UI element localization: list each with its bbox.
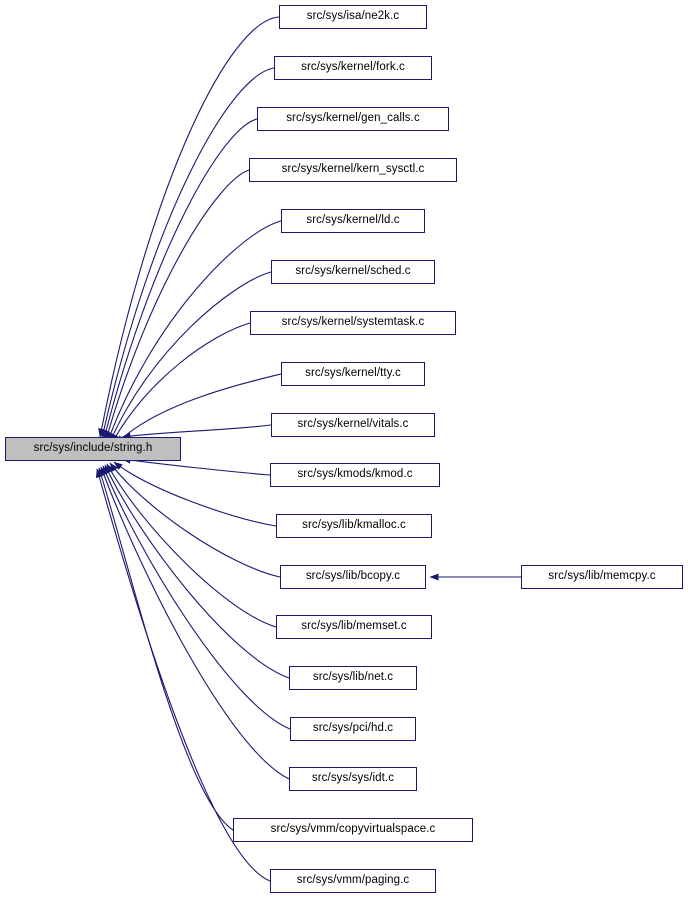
node-src-sys-lib-bcopy-c[interactable]: src/sys/lib/bcopy.c [280, 565, 426, 589]
edge-hd [103, 466, 290, 729]
edge-kmalloc [114, 462, 276, 526]
node-src-sys-isa-ne2k-c[interactable]: src/sys/isa/ne2k.c [279, 5, 427, 29]
edge-kmod [122, 459, 270, 475]
node-src-sys-lib-net-c[interactable]: src/sys/lib/net.c [289, 666, 417, 690]
edge-sched [110, 272, 271, 442]
node-src-sys-pci-hd-c[interactable]: src/sys/pci/hd.c [290, 717, 416, 741]
node-src-sys-vmm-paging-c[interactable]: src/sys/vmm/paging.c [270, 869, 436, 893]
node-src-sys-kernel-tty-c[interactable]: src/sys/kernel/tty.c [281, 362, 425, 386]
node-src-sys-kernel-vitals-c[interactable]: src/sys/kernel/vitals.c [271, 413, 435, 437]
edge-ne2k [100, 17, 279, 437]
node-src-sys-kernel-ld-c[interactable]: src/sys/kernel/ld.c [281, 209, 425, 233]
node-src-sys-kernel-sched-c[interactable]: src/sys/kernel/sched.c [271, 260, 435, 284]
edge-tty [116, 374, 281, 444]
edge-vitals [122, 425, 271, 437]
node-src-sys-vmm-copyvirtualspace-c[interactable]: src/sys/vmm/copyvirtualspace.c [233, 818, 473, 842]
node-src-sys-kernel-fork-c[interactable]: src/sys/kernel/fork.c [274, 56, 432, 80]
node-src-sys-include-string-h[interactable]: src/sys/include/string.h [5, 437, 181, 461]
node-src-sys-lib-memcpy-c[interactable]: src/sys/lib/memcpy.c [521, 565, 683, 589]
node-src-sys-kernel-kern-sysctl-c[interactable]: src/sys/kernel/kern_sysctl.c [249, 158, 457, 182]
edge-copyvirtualspace [99, 468, 233, 830]
node-src-sys-lib-memset-c[interactable]: src/sys/lib/memset.c [276, 615, 432, 639]
node-src-sys-kernel-systemtask-c[interactable]: src/sys/kernel/systemtask.c [250, 311, 456, 335]
node-src-sys-lib-kmalloc-c[interactable]: src/sys/lib/kmalloc.c [276, 514, 432, 538]
node-src-sys-kernel-gen-calls-c[interactable]: src/sys/kernel/gen_calls.c [257, 107, 449, 131]
edge-fork [102, 68, 274, 438]
edge-net [105, 465, 289, 678]
edge-bcopy [110, 463, 280, 577]
edge-idt [101, 467, 289, 779]
edge-kern-sysctl [106, 170, 249, 440]
edge-gen-calls [104, 119, 257, 439]
node-src-sys-sys-idt-c[interactable]: src/sys/sys/idt.c [289, 767, 417, 791]
node-src-sys-kmods-kmod-c[interactable]: src/sys/kmods/kmod.c [270, 463, 440, 487]
edge-memset [107, 464, 276, 627]
edge-systemtask [112, 323, 250, 443]
